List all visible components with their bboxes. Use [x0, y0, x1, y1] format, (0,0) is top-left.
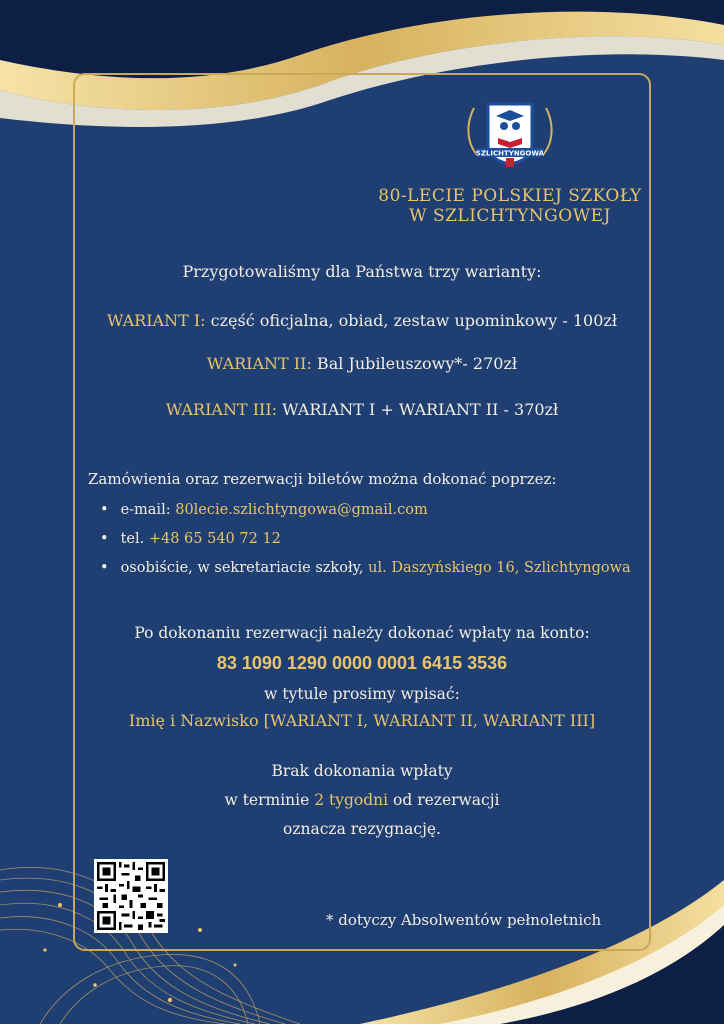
phone-link[interactable]: +48 65 540 72 12: [144, 531, 281, 547]
school-logo: [460, 98, 560, 176]
deadline-highlight: 2 tygodni: [314, 791, 389, 809]
svg-text:SZLICHTYNGOWA: SZLICHTYNGOWA: [475, 149, 545, 158]
order-in-person: [100, 556, 631, 585]
warning-line-3: oznacza rezygnację.: [283, 820, 441, 838]
bank-account-number: 83 1090 1290 0000 0001 6415 3536: [216, 653, 508, 673]
email-label: e-mail:: [120, 502, 171, 518]
variant-1-label: WARIANT I:: [106, 311, 206, 330]
variant-2: [73, 354, 651, 373]
payment-title: Po dokonaniu rezerwacji należy dokonać wpłaty na konto:: [134, 624, 590, 642]
warning-line-1: Brak dokonania wpłaty: [271, 762, 453, 780]
school-address: ul. Daszyńskiego 16, Szlichtyngowa: [363, 560, 631, 576]
payment-subtitle: w tytule prosimy wpisać:: [264, 685, 460, 703]
warning-text-end: od rezerwacji: [388, 791, 500, 809]
payment-title-format: Imię i Nazwisko [WARIANT I, WARIANT II, WARIANT III]: [128, 711, 596, 730]
qr-code-pattern: [97, 862, 165, 930]
variant-3-label: WARIANT III:: [165, 400, 278, 419]
qr-code[interactable]: [94, 859, 168, 933]
variant-3-desc: WARIANT I + WARIANT II - 370zł: [277, 400, 559, 419]
heading-line-1: 80-LECIE POLSKIEJ SZKOŁY: [378, 186, 642, 206]
email-link[interactable]: 80lecie.szlichtyngowa@gmail.com: [170, 502, 428, 518]
footnote: * dotyczy Absolwentów pełnoletnich: [326, 911, 602, 929]
order-phone: [100, 527, 631, 556]
variants-intro: Przygotowaliśmy dla Państwa trzy warianty:: [182, 262, 542, 281]
variant-2-desc: Bal Jubileuszowy*- 270zł: [311, 354, 518, 373]
orders-title: Zamówienia oraz rezerwacji biletów można dokonać poprzez:: [88, 470, 557, 488]
heading-line-2: W SZLICHTYNGOWEJ: [409, 206, 611, 226]
warning-text: w terminie: [224, 791, 315, 809]
variant-2-label: WARIANT II:: [206, 354, 312, 373]
in-person-label: osobiście, w sekretariacie szkoły,: [120, 560, 364, 576]
event-heading: [330, 186, 690, 226]
orders-list: [100, 498, 631, 585]
variant-1: [73, 311, 651, 330]
order-email: [100, 498, 631, 527]
phone-label: tel.: [120, 531, 145, 547]
variant-1-desc: część oficjalna, obiad, zestaw upominkowy - 100zł: [205, 311, 618, 330]
warning-line-2: [73, 791, 651, 809]
variant-3: [73, 400, 651, 419]
